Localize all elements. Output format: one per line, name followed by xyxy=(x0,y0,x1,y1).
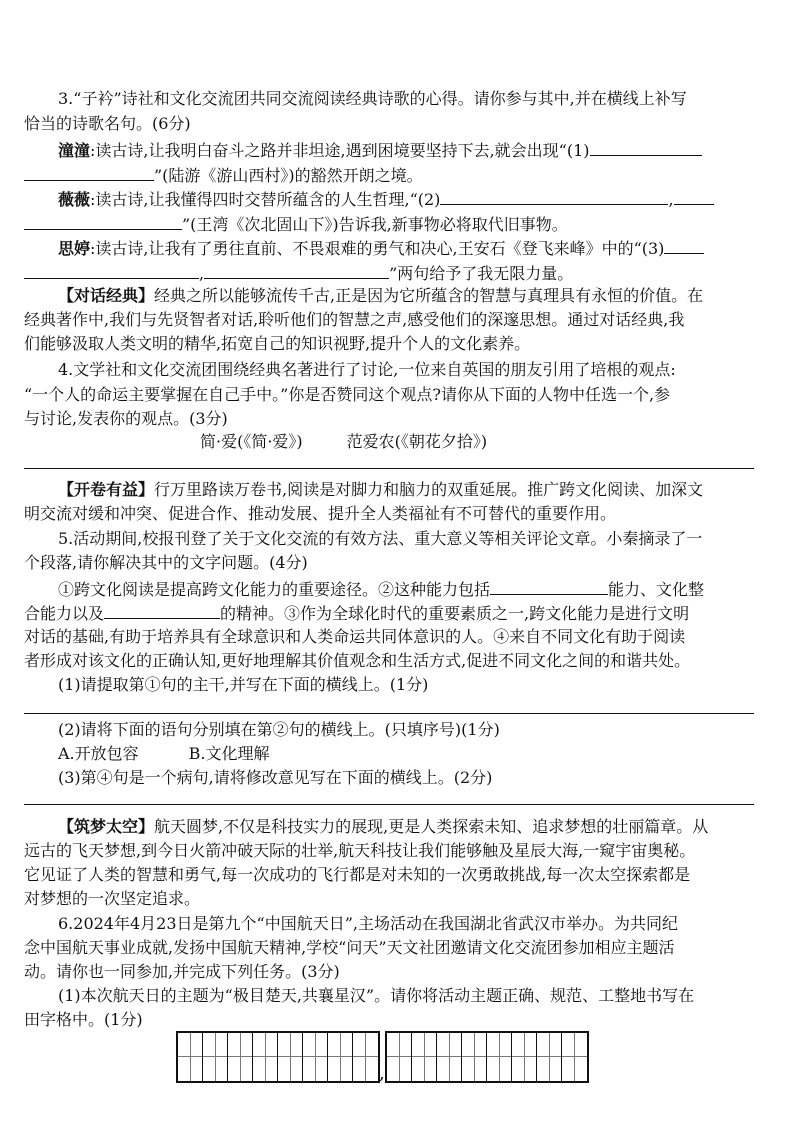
answer-line[interactable] xyxy=(24,713,754,714)
q4-stem-line1: 4.文学社和文化交流团围绕经典名著进行了讨论,一位来自英国的朋友引用了培根的观点: xyxy=(58,360,676,379)
section-title: 【筑梦太空】 xyxy=(58,817,155,836)
answer-blank[interactable] xyxy=(24,211,182,230)
grid-cell[interactable] xyxy=(178,1033,203,1081)
answer-blank[interactable] xyxy=(24,162,154,181)
q3-tongtong-line2: ”(陆游《游山西村》)的豁然开朗之境。 xyxy=(24,162,754,188)
q6-stem-line1: 6.2024年4月23日是第九个“中国航天日”,主场活动在我国湖北省武汉市举办。为共同纪 xyxy=(58,914,678,933)
q5-passage-line2: 合能力以及 的精神。③作为全球化时代的重要素质之一,跨文化能力是进行文明 xyxy=(24,600,754,626)
space-line1: 【筑梦太空】航天圆梦,不仅是科技实力的展现,更是人类探索未知、追求梦想的壮丽篇章。从 xyxy=(58,817,709,836)
grid-cell[interactable] xyxy=(278,1033,303,1081)
q6-stem-line3: 动。请你也一同参加,并完成下列任务。(3分) xyxy=(24,962,340,981)
space-line4: 对梦想的一次坚定追求。 xyxy=(24,889,201,908)
grid-cell[interactable] xyxy=(462,1033,487,1081)
grid-cell[interactable] xyxy=(253,1033,278,1081)
grid-cell[interactable] xyxy=(228,1033,253,1081)
option-b: B.文化理解 xyxy=(188,744,270,763)
answer-line[interactable] xyxy=(24,468,754,469)
speaker-name: 思婷 xyxy=(58,239,91,258)
grid-cell[interactable] xyxy=(512,1033,537,1081)
grid-separator: , xyxy=(379,1063,385,1084)
grid-cell[interactable] xyxy=(412,1033,437,1081)
grid-cell[interactable] xyxy=(328,1033,353,1081)
q5-passage-line3: 对话的基础,有助于培养具有全球意识和人类命运共同体意识的人。④来自不同文化有助于阅读 xyxy=(24,627,686,646)
q5-passage-line1: ①跨文化阅读是提高跨文化能力的重要途径。②这种能力包括 能力、文化整 xyxy=(58,576,754,602)
q6-stem-line2: 念中国航天事业成就,发扬中国航天精神,学校“问天”天文社团邀请文化交流团参加相应主题活 xyxy=(24,938,675,957)
grid-cell[interactable] xyxy=(537,1033,562,1081)
q4-choices xyxy=(200,430,754,456)
reading-line1: 【开卷有益】行万里路读万卷书,阅读是对脚力和脑力的双重延展。推广跨文化阅读、加深文 xyxy=(58,480,704,499)
answer-blank[interactable] xyxy=(664,235,704,254)
option-a: A.开放包容 xyxy=(58,744,139,763)
grid-cell[interactable] xyxy=(437,1033,462,1081)
answer-blank[interactable] xyxy=(440,186,668,205)
section-title: 【对话经典】 xyxy=(58,286,155,305)
choice-jane-eyre: 简·爱(《简·爱》) xyxy=(200,432,303,451)
grid-cell[interactable] xyxy=(487,1033,512,1081)
dialogue-line1: 【对话经典】经典之所以能够流传千古,正是因为它所蕴含的智慧与真理具有永恒的价值。在 xyxy=(58,286,704,305)
q3-weiwei-line1: 薇薇:读古诗,让我懂得四时交替所蕴含的人生哲理,“(2) , xyxy=(58,186,754,212)
q3-siting-line2: , ”两句给予了我无限力量。 xyxy=(24,260,754,286)
answer-blank[interactable] xyxy=(590,137,702,156)
dialogue-line3: 们能够汲取人类文明的精华,拓宽自己的知识视野,提升个人的文化素养。 xyxy=(24,334,531,353)
q5-passage-line4: 者形成对该文化的正确认知,更好地理解其价值观念和生活方式,促进不同文化之间的和谐共处。 xyxy=(24,651,691,670)
q6-sub1-line2: 田字格中。(1分) xyxy=(24,1010,143,1029)
q3-siting-line1: 思婷:读古诗,让我有了勇往直前、不畏艰难的勇气和决心,王安石《登飞来峰》中的“(3) xyxy=(58,235,754,261)
q4-stem-line3: 与讨论,发表你的观点。(3分) xyxy=(24,409,228,428)
grid-cell[interactable] xyxy=(353,1033,378,1081)
q4-stem-line2: “一个人的命运主要掌握在自己手中。”你是否赞同这个观点?请你从下面的人物中任选一个,参 xyxy=(24,385,671,404)
q3-stem-line1: 3.“子衿”诗社和文化交流团共同交流阅读经典诗歌的心得。请你参与其中,并在横线上补写 xyxy=(58,89,687,108)
speaker-name: 薇薇 xyxy=(58,190,91,209)
answer-blank[interactable] xyxy=(204,260,389,279)
section-title: 【开卷有益】 xyxy=(58,480,155,499)
q5-stem-line1: 5.活动期间,校报刊登了关于文化交流的有效方法、重大意义等相关评论文章。小秦摘录了一 xyxy=(58,529,703,548)
q5-stem-line2: 个段落,请你解决其中的文字问题。(4分) xyxy=(24,553,308,572)
grid-cell[interactable] xyxy=(303,1033,328,1081)
tianzige-grid-right[interactable] xyxy=(385,1031,589,1083)
q5-sub3: (3)第④句是一个病句,请将修改意见写在下面的横线上。(2分) xyxy=(58,768,493,787)
answer-blank[interactable] xyxy=(674,186,714,205)
choice-fan-ainong: 范爱农(《朝花夕拾》) xyxy=(346,432,488,451)
q3-weiwei-line2: ”(王湾《次北固山下》)告诉我,新事物必将取代旧事物。 xyxy=(24,211,754,237)
answer-blank[interactable] xyxy=(24,260,199,279)
speaker-name: 潼潼 xyxy=(58,141,91,160)
dialogue-line2: 经典著作中,我们与先贤智者对话,聆听他们的智慧之声,感受他们的深邃思想。通过对话经典,我 xyxy=(24,310,685,329)
q3-stem-line2: 恰当的诗歌名句。(6分) xyxy=(24,114,191,133)
reading-line2: 明交流对缓和冲突、促进合作、推动发展、提升全人类福祉有不可替代的重要作用。 xyxy=(24,504,617,523)
space-line3: 它见证了人类的智慧和勇气,每一次成功的飞行都是对未知的一次勇敢挑战,每一次太空探索都是 xyxy=(24,865,691,884)
space-line2: 远古的飞天梦想,到今日火箭冲破天际的壮举,航天科技让我们能够触及星辰大海,一窥宇宙奥秘。 xyxy=(24,841,696,860)
answer-blank[interactable] xyxy=(490,576,608,595)
answer-line[interactable] xyxy=(24,804,754,805)
q3-tongtong-line1: 潼潼:读古诗,让我明白奋斗之路并非坦途,遇到困境要坚持下去,就会出现“(1) xyxy=(58,137,754,163)
grid-cell[interactable] xyxy=(203,1033,228,1081)
q5-sub2: (2)请将下面的语句分别填在第②句的横线上。(只填序号)(1分) xyxy=(58,720,500,739)
q5-options xyxy=(58,742,754,768)
grid-cell[interactable] xyxy=(562,1033,587,1081)
q6-sub1-line1: (1)本次航天日的主题为“极目楚天,共襄星汉”。请你将活动主题正确、规范、工整地书写在 xyxy=(58,986,695,1005)
grid-cell[interactable] xyxy=(387,1033,412,1081)
answer-blank[interactable] xyxy=(104,600,220,619)
tianzige-grid-left[interactable] xyxy=(176,1031,380,1083)
q5-sub1: (1)请提取第①句的主干,并写在下面的横线上。(1分) xyxy=(58,675,429,694)
